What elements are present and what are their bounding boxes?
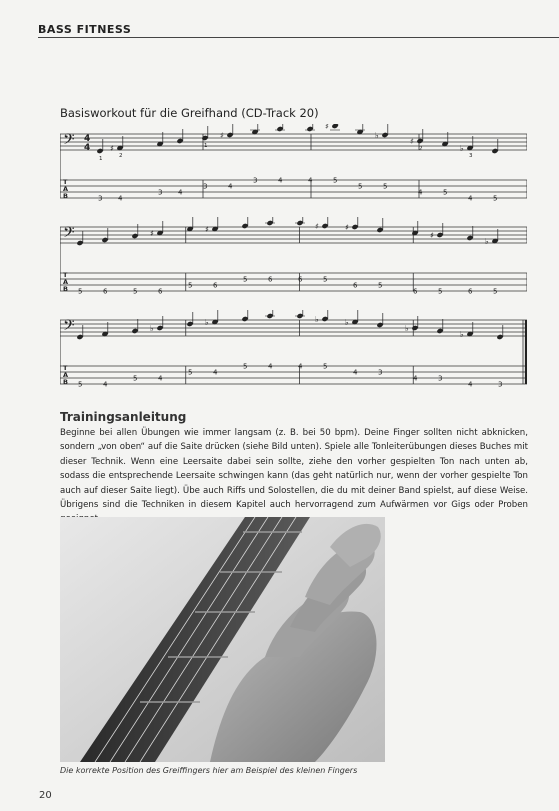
- tab-fret-number: 5: [243, 362, 248, 371]
- finger-number: 1: [204, 143, 208, 149]
- tab-fret-number: 6: [213, 281, 218, 290]
- tab-fret-number: 5: [188, 281, 193, 290]
- tab-fret-number: 5: [443, 188, 448, 197]
- tab-fret-number: 6: [468, 287, 473, 296]
- tab-fret-number: 4: [308, 176, 313, 185]
- music-system-2: [60, 217, 527, 307]
- flat-accidental: ♭: [315, 315, 319, 324]
- tab-fret-number: 4: [158, 374, 163, 383]
- finger-number: 1: [99, 156, 103, 162]
- tab-fret-number: 6: [268, 275, 273, 284]
- tab-fret-number: 5: [78, 380, 83, 389]
- tab-letter: B: [63, 378, 68, 386]
- sharp-accidental: ♯: [220, 131, 224, 140]
- exercise-title: Basisworkout für die Greifhand (CD-Track 20): [60, 106, 319, 120]
- tab-fret-number: 6: [103, 287, 108, 296]
- training-heading: Trainingsanleitung: [60, 410, 187, 424]
- tab-fret-number: 5: [493, 287, 498, 296]
- flat-accidental: ♭: [205, 318, 209, 327]
- tab-fret-number: 6: [298, 275, 303, 284]
- tab-fret-number: 5: [243, 275, 248, 284]
- tab-fret-number: 3: [378, 368, 383, 377]
- sharp-accidental: ♯: [325, 124, 329, 131]
- tab-fret-number: 3: [498, 380, 503, 389]
- tab-fret-number: 4: [468, 380, 473, 389]
- finger-number: 2: [119, 153, 123, 159]
- tab-fret-number: 5: [323, 362, 328, 371]
- sharp-accidental: ♯: [110, 144, 114, 153]
- tab-fret-number: 4: [353, 368, 358, 377]
- tab-letter: B: [63, 285, 68, 293]
- sharp-accidental: ♯: [315, 222, 319, 231]
- time-signature-bottom: 4: [84, 143, 91, 153]
- tab-fret-number: 4: [468, 194, 473, 203]
- music-system-1: [60, 124, 527, 214]
- training-text: Beginne bei allen Übungen wie immer langsam (z. B. bei 50 bpm). Deine Finger sollten nicht abknicken, sondern „von oben“ auf die Saite drücken (siehe Bild unten). Spiele alle Tonleiterübungen dieses Buches mit dieser Technik. Wenn eine Leersaite dabei sein sollte, ziehe den vorher gespielten Ton nach unten ab, sodass die entsprechende Leersaite schwingen kann (das geht natürlich nur, wenn der vorher gespielte Ton auch auf dieser Saite liegt). Übe auch Riffs und Solostellen, die du mit deiner Band spielst, auf diese Weise. Übrigens sind die Techniken in diesem Kapitel auch hervorragend zum Aufwärmen vor Gigs oder Proben: [60, 428, 528, 511]
- tab-fret-number: 3: [203, 182, 208, 191]
- sharp-accidental: ♯: [410, 137, 414, 146]
- tab-letter: A: [63, 278, 69, 286]
- flat-accidental: ♭: [485, 237, 489, 246]
- music-system-3: [60, 310, 527, 400]
- tab-fret-number: 4: [213, 368, 218, 377]
- running-header: BASS FITNESS: [38, 23, 132, 36]
- tab-fret-number: 5: [188, 368, 193, 377]
- bass-clef: 𝄢: [63, 131, 75, 152]
- tab-fret-number: 6: [158, 287, 163, 296]
- hand-on-fretboard-photo: [60, 517, 385, 762]
- tab-fret-number: 4: [118, 194, 123, 203]
- tab-fret-number: 4: [413, 374, 418, 383]
- flat-accidental: ♭: [345, 318, 349, 327]
- tab-letter: T: [63, 271, 68, 279]
- tab-fret-number: 4: [418, 188, 423, 197]
- tab-fret-number: 5: [493, 194, 498, 203]
- bass-clef: 𝄢: [63, 224, 75, 245]
- bass-clef: 𝄢: [63, 317, 75, 338]
- flat-accidental: ♭: [460, 144, 464, 153]
- tab-fret-number: 5: [358, 182, 363, 191]
- tab-letter: A: [63, 185, 69, 193]
- tab-fret-number: 6: [413, 287, 418, 296]
- photo-caption: Die korrekte Position des Greiffingers hier am Beispiel des kleinen Fingers: [60, 766, 358, 775]
- tab-fret-number: 5: [323, 275, 328, 284]
- finger-number: 3: [469, 153, 473, 159]
- flat-accidental: ♭: [375, 131, 379, 140]
- tab-fret-number: 5: [333, 176, 338, 185]
- tab-fret-number: 3: [253, 176, 258, 185]
- tab-fret-number: 5: [378, 281, 383, 290]
- header-rule: [38, 37, 559, 38]
- tab-fret-number: 4: [228, 182, 233, 191]
- tab-letter: T: [63, 364, 68, 372]
- sharp-accidental: ♯: [150, 229, 154, 238]
- tab-fret-number: 5: [78, 287, 83, 296]
- flat-accidental: ♭: [405, 324, 409, 333]
- tab-fret-number: 4: [268, 362, 273, 371]
- tab-fret-number: 5: [133, 287, 138, 296]
- tab-fret-number: 5: [383, 182, 388, 191]
- page-number: 20: [39, 790, 52, 801]
- sharp-accidental: ♯: [430, 231, 434, 240]
- time-signature-top: 4: [84, 134, 91, 144]
- sharp-accidental: ♯: [205, 225, 209, 234]
- tab-fret-number: 5: [133, 374, 138, 383]
- tab-fret-number: 5: [438, 287, 443, 296]
- flat-accidental: ♭: [150, 324, 154, 333]
- tab-fret-number: 4: [278, 176, 283, 185]
- tab-fret-number: 4: [298, 362, 303, 371]
- tab-letter: T: [63, 178, 68, 186]
- finger-number: 2: [419, 146, 423, 152]
- tab-letter: B: [63, 192, 68, 200]
- tab-fret-number: 3: [438, 374, 443, 383]
- tab-fret-number: 4: [103, 380, 108, 389]
- tab-fret-number: 3: [158, 188, 163, 197]
- flat-accidental: ♭: [460, 330, 464, 339]
- tab-fret-number: 4: [178, 188, 183, 197]
- sharp-accidental: ♯: [345, 223, 349, 232]
- tab-fret-number: 6: [353, 281, 358, 290]
- tab-letter: A: [63, 371, 69, 379]
- tab-fret-number: 3: [98, 194, 103, 203]
